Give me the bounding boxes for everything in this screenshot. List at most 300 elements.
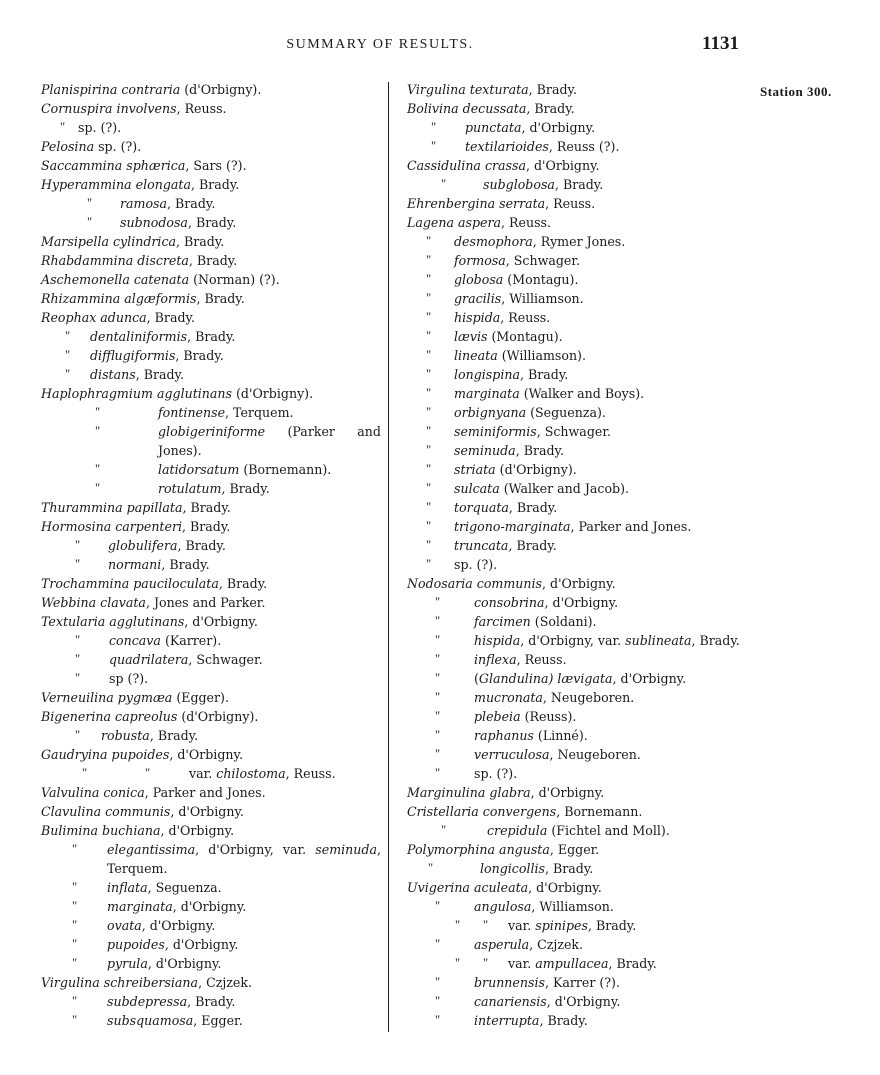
entry-text — [41, 688, 229, 707]
species-name: dentaliniformis — [90, 329, 188, 344]
species-name: Trochammina pauciloculata — [41, 576, 219, 591]
ditto-mark: " — [435, 766, 441, 780]
species-entry — [407, 1011, 752, 1030]
species-name: gracilis — [454, 291, 502, 306]
ditto-mark: " — [426, 519, 432, 533]
ditto-mark: " — [95, 481, 101, 495]
species-author: , Brady. — [182, 500, 231, 515]
entry-text — [41, 783, 266, 802]
ditto-mark: " — [426, 367, 432, 381]
running-header-title: SUMMARY OF RESULTS. — [286, 37, 474, 52]
entry-text — [41, 80, 261, 99]
ditto-mark: " — [426, 424, 432, 438]
species-author: , Brady. — [187, 994, 236, 1009]
species-name: Cornuspira involvens — [41, 101, 177, 116]
species-author: , Brady. — [587, 918, 637, 933]
species-name: subsquamosa — [107, 1013, 194, 1028]
species-name: seminuda — [454, 443, 516, 458]
entry-text — [41, 156, 247, 175]
ditto-mark: " — [435, 1013, 441, 1027]
page-number: 1131 — [702, 33, 739, 54]
species-author: , Schwager. — [188, 652, 263, 667]
species-author: , Brady. — [508, 500, 558, 515]
species-entry — [407, 308, 752, 327]
species-author: , Brady. — [554, 177, 604, 192]
ditto-mark: " — [82, 766, 88, 780]
entry-text — [454, 460, 577, 479]
ditto-mark: " — [65, 348, 71, 362]
species-entry — [407, 175, 752, 194]
species-author: (Montagu). — [487, 329, 563, 344]
species-entry — [41, 707, 381, 726]
species-entry — [41, 574, 381, 593]
entry-text — [465, 118, 595, 137]
species-author: (Fichtel and Moll). — [547, 823, 670, 838]
variety-prefix: var. — [508, 956, 536, 971]
variety-author: , Terquem. — [107, 842, 381, 876]
species-author: , d'Orbigny. — [169, 747, 243, 762]
entry-text — [41, 612, 258, 631]
species-entry — [41, 498, 381, 517]
ditto-mark: " — [426, 234, 432, 248]
species-name: hispida — [454, 310, 501, 325]
species-entry — [41, 156, 381, 175]
entry-text — [454, 498, 557, 517]
entry-text — [108, 555, 210, 574]
species-entry — [407, 346, 752, 365]
species-entry — [41, 308, 381, 327]
entry-text — [480, 859, 593, 878]
ditto-mark: " — [72, 937, 78, 951]
species-name: lævis — [454, 329, 488, 344]
species-name: Webbina clavata — [41, 595, 146, 610]
species-entry — [41, 232, 381, 251]
entry-text — [474, 897, 614, 916]
species-entry — [41, 878, 381, 897]
species-name: inflata — [107, 880, 148, 895]
species-name: textilarioides — [465, 139, 549, 154]
species-entry — [41, 612, 381, 631]
species-author: , Brady. — [146, 310, 195, 325]
species-entry — [407, 137, 752, 156]
species-author: , Bornemann. — [556, 804, 643, 819]
species-name: mucronata — [474, 690, 543, 705]
species-author: , Seguenza. — [147, 880, 222, 895]
species-author: sp. (?). — [474, 766, 518, 781]
species-author: , Egger. — [549, 842, 600, 857]
species-name: inflexa — [474, 652, 517, 667]
entry-text — [454, 479, 629, 498]
species-author: , Czjzek. — [198, 975, 252, 990]
species-author: , Brady. — [196, 291, 245, 306]
species-author: , Brady. — [176, 234, 225, 249]
species-entry — [407, 840, 752, 859]
species-author: , Parker and Jones. — [570, 519, 692, 534]
species-entry — [407, 954, 752, 973]
species-entry — [407, 935, 752, 954]
entry-text — [107, 1011, 243, 1030]
ditto-mark: " — [435, 728, 441, 742]
species-name: Virgulina schreibersiana — [41, 975, 199, 990]
entry-text — [41, 251, 237, 270]
species-author: , Brady. — [187, 215, 237, 230]
species-entry — [41, 688, 381, 707]
species-name: robusta — [101, 728, 150, 743]
species-entry — [41, 194, 381, 213]
species-name: quadrilatera — [109, 652, 189, 667]
species-entry — [407, 536, 752, 555]
entry-text — [508, 916, 636, 935]
ditto-mark: " — [72, 880, 78, 894]
ditto-mark: " — [75, 633, 81, 647]
species-author: , Reuss. — [500, 310, 551, 325]
species-author: , d'Orbigny, var. — [520, 633, 626, 648]
entry-text — [454, 536, 557, 555]
entry-text — [454, 327, 563, 346]
species-author: (Linné). — [533, 728, 588, 743]
species-author: , d'Orbigny. — [160, 823, 235, 838]
ditto-mark: " — [435, 690, 441, 704]
entry-text — [474, 1011, 588, 1030]
species-entry — [41, 270, 381, 289]
species-author: , Brady. — [515, 443, 564, 458]
species-name: Rhizammina algæformis — [41, 291, 197, 306]
entry-text — [474, 593, 618, 612]
ditto-mark: " — [435, 595, 441, 609]
species-author: , Reuss. — [501, 215, 552, 230]
entry-text — [454, 346, 586, 365]
species-name: formosa — [454, 253, 506, 268]
species-name: Bigenerina capreolus — [41, 709, 178, 724]
ditto-mark: " — [426, 443, 432, 457]
species-name: fontinense — [158, 405, 226, 420]
entry-text — [474, 992, 620, 1011]
entry-text — [454, 251, 580, 270]
ditto-mark: " — [431, 120, 437, 134]
entry-text — [407, 99, 575, 118]
entry-text — [474, 612, 597, 631]
species-entry — [407, 118, 752, 137]
ditto-mark: " — [435, 747, 441, 761]
entry-text — [107, 935, 238, 954]
species-entry — [407, 441, 752, 460]
species-entry — [41, 479, 381, 498]
species-entry — [407, 707, 752, 726]
species-name: orbignyana — [454, 405, 527, 420]
entry-text — [41, 821, 234, 840]
ditto-mark: " — [95, 405, 101, 419]
species-entry — [41, 745, 381, 764]
entry-text — [189, 764, 336, 783]
species-entry — [41, 764, 381, 783]
species-name: asperula — [474, 937, 530, 952]
species-author: , Karrer (?). — [544, 975, 620, 990]
species-entry — [407, 99, 752, 118]
ditto-mark: " — [426, 348, 432, 362]
species-entry — [41, 1011, 381, 1030]
variety-author: , d'Orbigny. — [612, 671, 687, 686]
species-author: (Walker and Boys). — [519, 386, 645, 401]
species-entry — [407, 726, 752, 745]
entry-text — [474, 688, 634, 707]
species-entry — [407, 802, 752, 821]
species-author: (Karrer). — [160, 633, 222, 648]
ditto-mark: " — [426, 500, 432, 514]
entry-text — [474, 745, 641, 764]
species-entry — [407, 403, 752, 422]
species-entry — [407, 213, 752, 232]
species-entry — [41, 80, 381, 99]
species-entry — [407, 194, 752, 213]
species-name: subdepressa — [107, 994, 188, 1009]
ditto-mark: " — [483, 956, 489, 970]
entry-text — [407, 194, 595, 213]
species-entry — [41, 346, 381, 365]
entry-text — [407, 156, 600, 175]
species-author: , Neugeboren. — [549, 747, 641, 762]
ditto-mark: " — [435, 994, 441, 1008]
entry-text — [407, 80, 577, 99]
species-entry — [407, 650, 752, 669]
entry-text — [407, 802, 642, 821]
species-name: raphanus — [474, 728, 534, 743]
species-author: (Norman) (?). — [189, 272, 280, 287]
ditto-mark: " — [145, 766, 151, 780]
species-entry — [407, 631, 752, 650]
species-entry — [41, 251, 381, 270]
entry-text — [120, 194, 215, 213]
species-entry — [41, 536, 381, 555]
species-entry — [407, 422, 752, 441]
entry-text — [407, 840, 599, 859]
entry-text — [107, 916, 215, 935]
species-author: (d'Orbigny). — [232, 386, 314, 401]
ditto-mark: " — [72, 842, 78, 856]
species-name: Marginulina glabra — [407, 785, 531, 800]
species-author: , Parker and Jones. — [144, 785, 266, 800]
entry-text — [454, 517, 691, 536]
ditto-mark: " — [65, 329, 71, 343]
species-entry — [407, 593, 752, 612]
variety-name: seminuda — [315, 842, 377, 857]
entry-text — [454, 384, 644, 403]
ditto-mark: " — [426, 405, 432, 419]
species-author: , d'Orbigny. — [147, 956, 222, 971]
species-author: , Brady. — [175, 348, 224, 363]
species-entry — [407, 232, 752, 251]
species-name: Clavulina communis — [41, 804, 171, 819]
species-name: latidorsatum — [158, 462, 240, 477]
species-name: longispina — [454, 367, 520, 382]
entry-text — [454, 308, 550, 327]
entry-text — [108, 536, 226, 555]
species-author: , Brady. — [191, 177, 240, 192]
entry-text — [454, 555, 497, 574]
species-author: , d'Orbigny. — [170, 804, 244, 819]
species-name: lineata — [454, 348, 498, 363]
entry-text — [41, 270, 280, 289]
species-name: subglobosa — [483, 177, 555, 192]
entry-text — [508, 954, 657, 973]
species-entry — [407, 916, 752, 935]
ditto-mark: " — [435, 633, 441, 647]
species-entry — [407, 555, 752, 574]
species-name: ramosa — [120, 196, 168, 211]
species-name: Lagena aspera — [407, 215, 502, 230]
ditto-mark: " — [87, 196, 93, 210]
species-entry — [407, 156, 752, 175]
species-name: spinipes — [535, 918, 588, 933]
entry-text — [454, 289, 584, 308]
entry-text — [474, 935, 583, 954]
species-entry — [41, 992, 381, 1011]
species-entry — [41, 802, 381, 821]
species-author: , Brady. — [182, 519, 231, 534]
species-entry — [407, 574, 752, 593]
species-name: striata — [454, 462, 496, 477]
species-author: , Reuss (?). — [548, 139, 620, 154]
species-entry — [407, 289, 752, 308]
ditto-mark: " — [72, 918, 78, 932]
entry-text — [474, 764, 517, 783]
entry-text — [41, 517, 230, 536]
species-author: , Jones and Parker. — [145, 595, 266, 610]
species-author: ( — [474, 671, 479, 686]
species-name: Marsipella cylindrica — [41, 234, 177, 249]
ditto-mark: " — [65, 367, 71, 381]
species-entry — [407, 992, 752, 1011]
species-entry — [407, 327, 752, 346]
species-name: Cristellaria convergens — [407, 804, 557, 819]
species-name: globosa — [454, 272, 504, 287]
species-name: ovata — [107, 918, 142, 933]
entry-text — [90, 365, 184, 384]
species-name: Valvulina conica — [41, 785, 145, 800]
species-entry — [41, 365, 381, 384]
species-name: brunnensis — [474, 975, 545, 990]
entry-text — [107, 897, 246, 916]
species-entry — [407, 973, 752, 992]
entry-text — [454, 441, 564, 460]
species-author: , d'Orbigny. — [521, 120, 596, 135]
left-species-column — [41, 80, 381, 1030]
species-entry — [407, 745, 752, 764]
species-author: sp (?). — [109, 671, 149, 686]
entry-text — [474, 726, 588, 745]
ditto-mark: " — [75, 538, 81, 552]
species-name: pupoides — [107, 937, 165, 952]
variety-prefix: var. — [508, 918, 536, 933]
species-author: , Brady. — [528, 82, 577, 97]
entry-text — [107, 878, 222, 897]
species-author: , d'Orbigny. — [542, 576, 616, 591]
species-author: (d'Orbigny). — [180, 82, 262, 97]
species-author: , Brady. — [519, 367, 569, 382]
ditto-mark: " — [72, 994, 78, 1008]
ditto-mark: " — [72, 1013, 78, 1027]
species-entry — [41, 726, 381, 745]
species-name: verruculosa — [474, 747, 550, 762]
species-entry — [407, 783, 752, 802]
ditto-mark: " — [72, 956, 78, 970]
species-entry — [407, 669, 752, 688]
species-author: , d'Orbigny, var. — [195, 842, 316, 857]
species-entry — [407, 859, 752, 878]
entry-text — [41, 745, 243, 764]
species-author: (Bornemann). — [239, 462, 332, 477]
species-author: , Schwager. — [536, 424, 611, 439]
entry-text — [41, 384, 313, 403]
variety-name: sublineata — [625, 633, 692, 648]
species-entry — [407, 764, 752, 783]
species-entry — [407, 897, 752, 916]
ditto-mark: " — [426, 538, 432, 552]
entry-text — [41, 973, 252, 992]
species-name: hispida — [474, 633, 521, 648]
ditto-mark: " — [428, 861, 434, 875]
species-entry — [407, 384, 752, 403]
species-entry — [41, 213, 381, 232]
species-author: , Rymer Jones. — [532, 234, 626, 249]
station-label: Station 300. — [760, 84, 832, 99]
species-author: , d'Orbigny. — [172, 899, 247, 914]
ditto-mark: " — [75, 671, 81, 685]
species-entry — [41, 821, 381, 840]
entry-text — [158, 460, 331, 479]
entry-text — [41, 137, 141, 156]
entry-text — [158, 403, 294, 422]
entry-text — [109, 650, 263, 669]
species-entry — [41, 631, 381, 650]
entry-text — [407, 574, 616, 593]
ditto-mark: " — [483, 918, 489, 932]
variety-author: , Brady. — [691, 633, 740, 648]
species-entry — [41, 555, 381, 574]
species-author: , Reuss. — [516, 652, 567, 667]
entry-text — [474, 973, 620, 992]
species-name: Hyperammina elongata — [41, 177, 191, 192]
species-author: Brady. — [512, 538, 557, 553]
species-author: (Reuss). — [520, 709, 577, 724]
entry-text — [107, 992, 235, 1011]
species-name: Cassidulina crassa — [407, 158, 526, 173]
species-entry — [41, 289, 381, 308]
ditto-mark: " — [75, 728, 81, 742]
species-author: (Williamson). — [497, 348, 586, 363]
entry-text — [107, 840, 381, 878]
ditto-mark: " — [95, 424, 101, 438]
species-author: , d'Orbigny. — [184, 614, 258, 629]
species-author: (d'Orbigny). — [177, 709, 259, 724]
entry-text — [41, 574, 267, 593]
species-entry — [41, 403, 381, 422]
species-name: plebeia — [474, 709, 521, 724]
species-author: , d'Orbigny. — [546, 994, 621, 1009]
species-author: , Brady. — [135, 367, 184, 382]
species-name: Nodosaria communis — [407, 576, 543, 591]
species-name: Planispirina contraria — [41, 82, 181, 97]
species-entry — [41, 916, 381, 935]
species-name: truncata, — [454, 538, 513, 553]
species-name: chilostoma — [216, 766, 286, 781]
species-author: , Neugeboren. — [542, 690, 635, 705]
entry-text — [483, 175, 603, 194]
species-name: Ehrenbergina serrata — [407, 196, 546, 211]
entry-text — [41, 802, 244, 821]
entry-text — [407, 213, 551, 232]
species-author: , Reuss. — [285, 766, 336, 781]
species-entry — [41, 650, 381, 669]
